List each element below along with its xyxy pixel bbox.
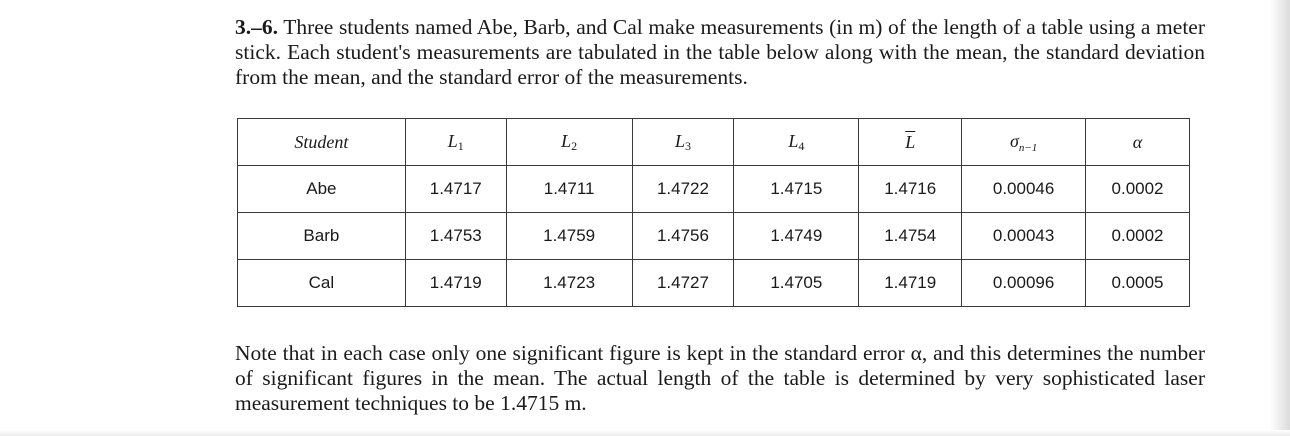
problem-statement — [235, 15, 1205, 90]
cell-student: Abe — [238, 166, 406, 213]
note-paragraph: Note that in each case only one significant figure is kept in the standard error α, and this determines the number of significant figures in the mean. The actual length of the table is determined by very sophisticated laser measurement techniques to be 1.4715 m. — [235, 341, 1205, 415]
table-row — [238, 166, 1190, 213]
header-student: Student — [238, 119, 406, 166]
cell-l4: 1.4749 — [734, 213, 859, 260]
cell-sigma: 0.00096 — [962, 260, 1086, 307]
header-alpha: α — [1086, 119, 1190, 166]
header-l2: $L_2$ — [506, 119, 632, 166]
header-sigma: $\sigma_{n-1}$ — [962, 119, 1086, 166]
cell-mean: 1.4719 — [859, 260, 962, 307]
table-row — [238, 213, 1190, 260]
problem-number: 3.–6. — [235, 15, 278, 39]
cell-sigma: 0.00046 — [962, 166, 1086, 213]
page-edge-shadow — [1270, 0, 1290, 436]
measurements-table — [237, 118, 1190, 307]
cell-l1: 1.4753 — [405, 213, 506, 260]
cell-l3: 1.4722 — [632, 166, 734, 213]
page-bottom-edge — [0, 430, 1290, 436]
cell-l1: 1.4717 — [405, 166, 506, 213]
header-l3: $L_3$ — [632, 119, 734, 166]
cell-sigma: 0.00043 — [962, 213, 1086, 260]
cell-student: Cal — [238, 260, 406, 307]
cell-l3: 1.4727 — [632, 260, 734, 307]
cell-alpha: 0.0002 — [1086, 213, 1190, 260]
problem-text: Three students named Abe, Barb, and Cal make measurements (in m) of the length of a table using a meter stick. Each student's measurements are tabulated in the table below along with the mean, the standard deviation from the mean, and the standard error of the measurements. — [235, 15, 1205, 89]
cell-l4: 1.4705 — [734, 260, 859, 307]
cell-alpha: 0.0005 — [1086, 260, 1190, 307]
cell-l3: 1.4756 — [632, 213, 734, 260]
header-l4: $L_4$ — [734, 119, 859, 166]
cell-l2: 1.4759 — [506, 213, 632, 260]
cell-l4: 1.4715 — [734, 166, 859, 213]
cell-mean: 1.4754 — [859, 213, 962, 260]
cell-alpha: 0.0002 — [1086, 166, 1190, 213]
cell-l1: 1.4719 — [405, 260, 506, 307]
cell-mean: 1.4716 — [859, 166, 962, 213]
cell-l2: 1.4711 — [506, 166, 632, 213]
cell-student: Barb — [238, 213, 406, 260]
table-row — [238, 260, 1190, 307]
header-mean: $\overline{L}$ — [859, 119, 962, 166]
cell-l2: 1.4723 — [506, 260, 632, 307]
header-l1: $L_1$ — [405, 119, 506, 166]
table-header-row — [238, 119, 1190, 166]
